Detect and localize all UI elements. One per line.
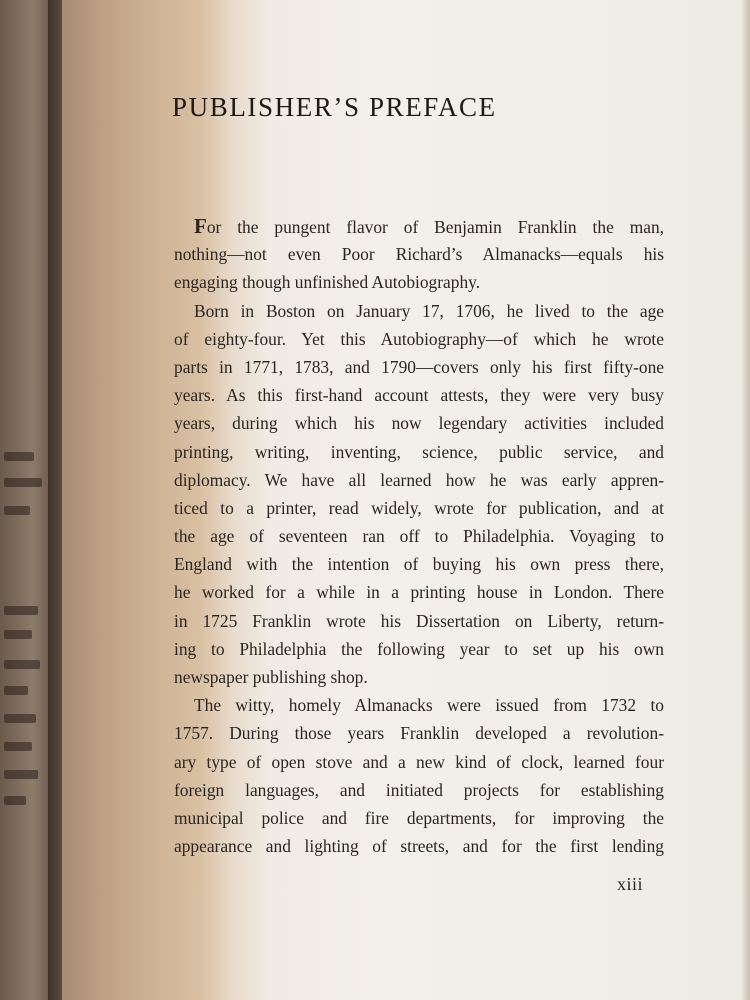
text-line: in 1725 Franklin wrote his Dissertation on Liberty, return- xyxy=(174,610,664,631)
text-line: appearance and lighting of streets, and for the first lending xyxy=(174,836,664,857)
page-number: xiii xyxy=(617,874,644,894)
text-line: England with the intention of buying his own press there, xyxy=(174,554,664,575)
text-line: ticed to a printer, read widely, wrote for publication, and at xyxy=(174,497,664,518)
text-line: nothing—not even Poor Richard’s Almanacks—equals his xyxy=(174,244,664,265)
text-line: 1757. During those years Franklin developed a revolution- xyxy=(174,723,664,744)
text-line: diplomacy. We have all learned how he was early appren- xyxy=(174,469,664,490)
text-line: of eighty-four. Yet this Autobiography—of which he wrote xyxy=(174,328,664,349)
page-title: PUBLISHER’S PREFACE xyxy=(172,92,497,122)
text-line: ary type of open stove and a new kind of clock, learned four xyxy=(174,751,664,772)
text-line: The witty, homely Almanacks were issued from 1732 to xyxy=(194,695,664,716)
text-line: the age of seventeen ran off to Philadelphia. Voyaging to xyxy=(174,526,664,547)
text-line: engaging though unfinished Autobiography. xyxy=(174,272,481,293)
text-line: Born in Boston on January 17, 1706, he lived to the age xyxy=(194,300,664,321)
text-line: printing, writing, inventing, science, public service, and xyxy=(174,441,664,462)
text-line: ing to Philadelphia the following year to set up his own xyxy=(174,638,664,659)
text-line: municipal police and fire departments, for improving the xyxy=(174,807,664,828)
page-edge xyxy=(742,0,750,1000)
text-line: foreign languages, and initiated projects for establishing xyxy=(174,779,664,800)
text-line: years. As this first-hand account attests, they were very busy xyxy=(174,385,664,406)
text-line: For the pungent flavor of Benjamin Franklin the man, xyxy=(194,214,664,238)
text-line: years, during which his now legendary activities included xyxy=(174,413,664,434)
preface-body xyxy=(174,212,664,860)
text-line: parts in 1771, 1783, and 1790—covers only his first fifty-one xyxy=(174,356,664,377)
text-line: he worked for a while in a printing house in London. There xyxy=(174,582,664,603)
text-line: newspaper publishing shop. xyxy=(174,667,368,687)
line-remainder: or the pungent flavor of Benjamin Franklin the man, xyxy=(206,217,664,237)
book-page xyxy=(62,0,750,1000)
